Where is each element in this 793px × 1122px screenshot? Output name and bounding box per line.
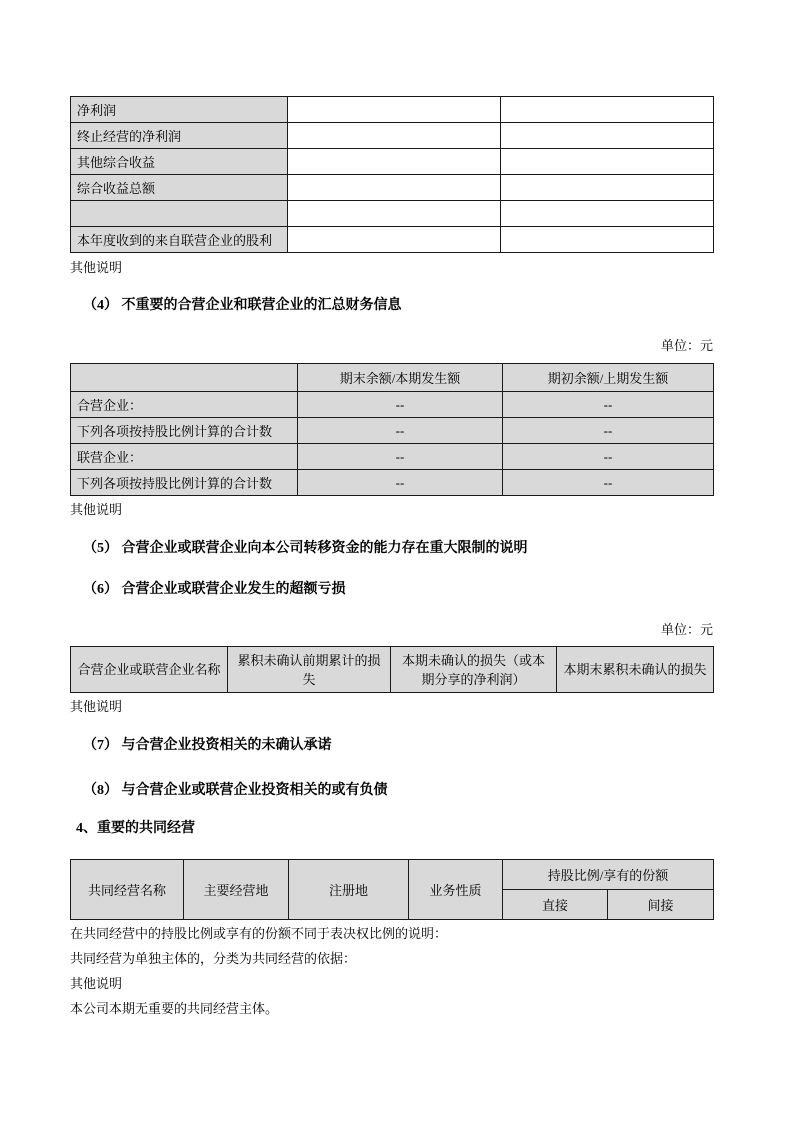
value-cell: -- (503, 418, 714, 444)
table-header-row (71, 364, 714, 392)
row-label-cell (71, 201, 288, 227)
column-header: 共同经营名称 (71, 860, 184, 920)
table-row (71, 201, 714, 227)
value-cell: -- (503, 444, 714, 470)
note-line: 本公司本期无重要的共同经营主体。 (70, 1001, 279, 1016)
note-line: 共同经营为单独主体的，分类为共同经营的依据： (70, 951, 357, 966)
section-5-heading: （5） 合营企业或联营企业向本公司转移资金的能力存在重大限制的说明 (83, 541, 528, 556)
row-label-cell: 合营企业： (71, 392, 298, 418)
value-cell (288, 97, 501, 123)
row-label-cell: 下列各项按持股比例计算的合计数 (71, 470, 298, 496)
row-label-cell: 联营企业： (71, 444, 298, 470)
value-cell (501, 123, 714, 149)
column-header: 合营企业或联营企业名称 (71, 647, 228, 693)
value-cell (501, 201, 714, 227)
unit-label: 单位：元 (660, 338, 713, 353)
row-label-cell: 其他综合收益 (71, 149, 288, 175)
joint-operations-table (70, 859, 714, 920)
value-cell: -- (503, 392, 714, 418)
table-row (71, 97, 714, 123)
table-row (71, 175, 714, 201)
value-cell: -- (298, 444, 503, 470)
table-row (71, 418, 714, 444)
table-header-row (71, 647, 714, 693)
note-line: 在共同经营中的持股比例或享有的份额不同于表决权比例的说明： (70, 926, 448, 941)
column-header: 期末余额/本期发生额 (298, 364, 503, 392)
note-line: 其他说明 (70, 976, 123, 991)
joint-operations-notes (70, 926, 713, 1017)
column-header: 业务性质 (409, 860, 503, 920)
section-6-heading: （6） 合营企业或联营企业发生的超额亏损 (83, 582, 346, 597)
table-row (71, 227, 714, 253)
column-header: 本期末累积未确认的损失 (557, 647, 714, 693)
table-row (71, 123, 714, 149)
value-cell (288, 149, 501, 175)
value-cell: -- (298, 392, 503, 418)
value-cell (288, 201, 501, 227)
other-note-text: 其他说明 (70, 502, 123, 517)
value-cell (288, 123, 501, 149)
value-cell: -- (298, 418, 503, 444)
value-cell (501, 149, 714, 175)
other-note-text: 其他说明 (70, 699, 123, 714)
sub-column-header: 直接 (503, 890, 608, 920)
unit-label: 单位：元 (660, 622, 713, 637)
column-header: 期初余额/上期发生额 (503, 364, 714, 392)
summary-items-table (70, 96, 714, 253)
value-cell (501, 175, 714, 201)
row-label-cell: 本年度收到的来自联营企业的股利 (71, 227, 288, 253)
table-row (71, 392, 714, 418)
column-header: 主要经营地 (184, 860, 289, 920)
sub-column-header: 间接 (608, 890, 714, 920)
summary-financial-table (70, 363, 714, 496)
excess-loss-table (70, 646, 714, 693)
column-header: 本期未确认的损失（或本期分享的净利润） (391, 647, 557, 693)
other-note-text: 其他说明 (70, 260, 123, 275)
section-7-heading: （7） 与合营企业投资相关的未确认承诺 (83, 738, 332, 753)
value-cell (288, 175, 501, 201)
group-column-header: 持股比例/享有的份额 (503, 860, 714, 890)
blank-header-cell (71, 364, 298, 392)
section-4-heading: （4） 不重要的合营企业和联营企业的汇总财务信息 (83, 298, 402, 313)
section-8-heading: （8） 与合营企业或联营企业投资相关的或有负债 (83, 783, 388, 798)
table-row (71, 470, 714, 496)
value-cell: -- (503, 470, 714, 496)
page-content (70, 0, 713, 1026)
column-header: 累积未确认前期累计的损失 (228, 647, 391, 693)
value-cell (501, 227, 714, 253)
table-header-row (71, 860, 714, 890)
table-row (71, 444, 714, 470)
row-label-cell: 综合收益总额 (71, 175, 288, 201)
table-row (71, 149, 714, 175)
row-label-cell: 终止经营的净利润 (71, 123, 288, 149)
value-cell (501, 97, 714, 123)
column-header: 注册地 (289, 860, 409, 920)
row-label-cell: 净利润 (71, 97, 288, 123)
value-cell (288, 227, 501, 253)
joint-operations-heading: 4、重要的共同经营 (76, 821, 195, 836)
row-label-cell: 下列各项按持股比例计算的合计数 (71, 418, 298, 444)
value-cell: -- (298, 470, 503, 496)
